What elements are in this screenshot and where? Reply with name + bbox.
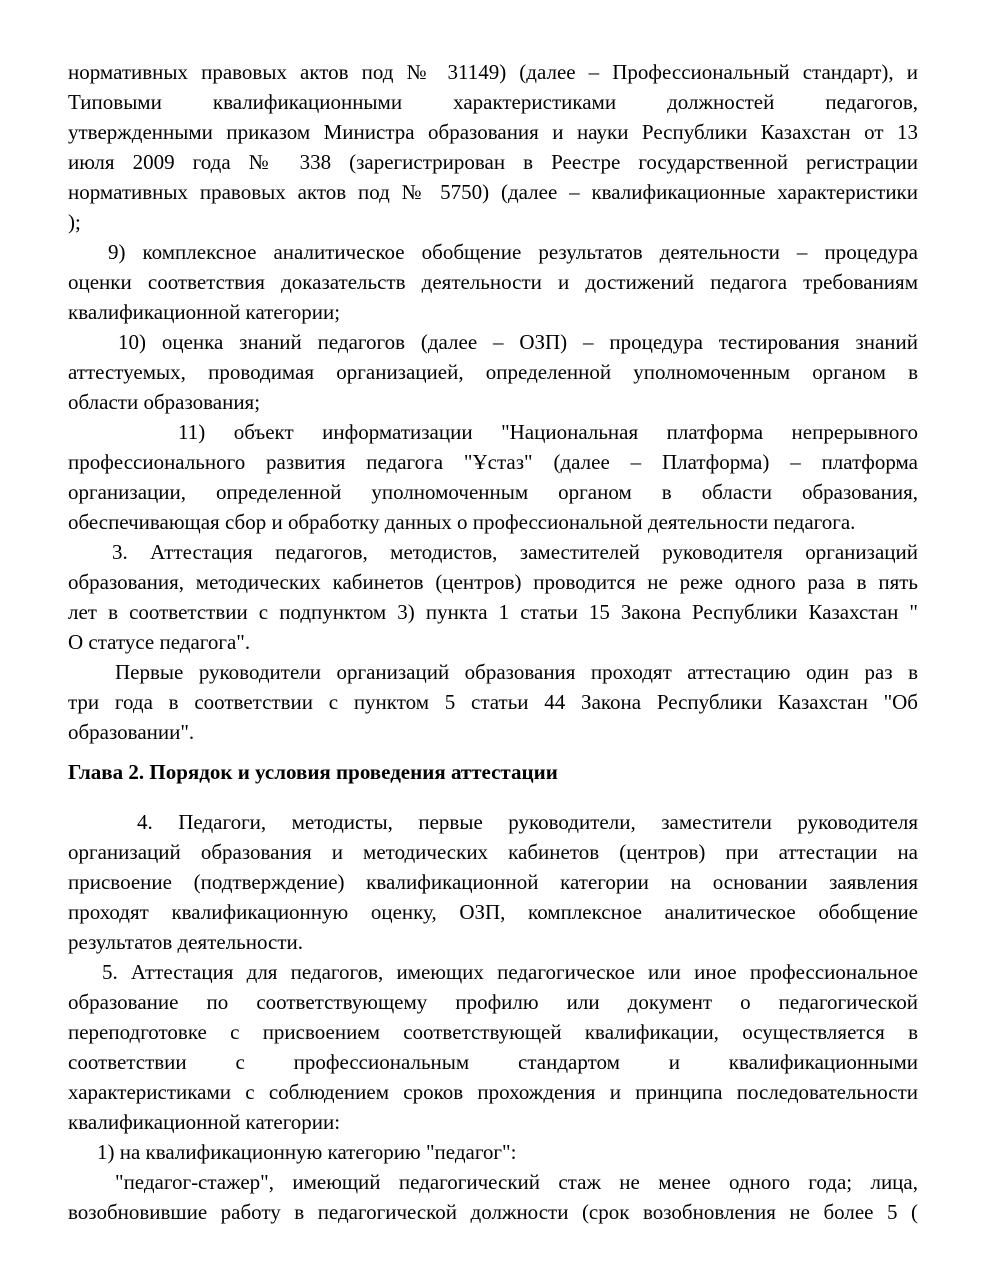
text-line: Типовыми квалификационными характеристиками должностей педагогов, [68,90,918,114]
section-heading-text: Глава 2. Порядок и условия проведения аттестации [68,760,558,784]
paragraph [68,807,918,957]
paragraph [68,537,918,657]
text-line: лет в соответствии с подпунктом 3) пункта 1 статьи 15 Закона Республики Казахстан " [68,600,918,624]
text-line: аттестуемых, проводимая организацией, определенной уполномоченным органом в [68,360,918,384]
text-line: утвержденными приказом Министра образования и науки Республики Казахстан от 13 [68,120,918,144]
text-line: 9) комплексное аналитическое обобщение результатов деятельности – процедура [108,240,918,264]
text-line: О статусе педагога". [68,630,251,654]
text-line: организации, определенной уполномоченным органом в области образования, [68,480,918,504]
text-line: характеристиками с соблюдением сроков прохождения и принципа последовательности [68,1080,918,1104]
paragraph [68,657,918,747]
text-line: обеспечивающая сбор и обработку данных о профессиональной деятельности педагога. [68,510,856,534]
text-line: присвоение (подтверждение) квалификационной категории на основании заявления [68,870,918,894]
text-line: проходят квалификационную оценку, ОЗП, комплексное аналитическое обобщение [68,900,918,924]
paragraph [68,417,918,537]
text-line: оценки соответствия доказательств деятельности и достижений педагога требованиям [68,270,918,294]
text-line: 5. Аттестация для педагогов, имеющих педагогическое или иное профессиональное [102,960,918,984]
text-line: "педагог-стажер", имеющий педагогический стаж не менее одного года; лица, [115,1170,918,1194]
paragraph [68,327,918,417]
text-line: 4. Педагоги, методисты, первые руководители, заместители руководителя [137,810,918,834]
text-line: образование по соответствующему профилю или документ о педагогической [68,990,918,1014]
paragraph [68,57,918,237]
text-line: возобновившие работу в педагогической должности (срок возобновления не более 5 ( [68,1200,918,1224]
paragraph [68,1167,918,1227]
text-line: результатов деятельности. [68,930,304,954]
text-line: квалификационной категории: [68,1110,341,1134]
section-heading [68,757,918,787]
text-line: 10) оценка знаний педагогов (далее – ОЗП) – процедура тестирования знаний [118,330,918,354]
text-line: организаций образования и методических кабинетов (центров) при аттестации на [68,840,918,864]
text-line: профессионального развития педагога "Ұстаз" (далее – Платформа) – платформа [68,450,918,474]
text-line: Первые руководители организаций образования проходят аттестацию один раз в [115,660,918,684]
paragraph [68,237,918,327]
text-line: переподготовке с присвоением соответствующей квалификации, осуществляется в [68,1020,918,1044]
text-line: соответствии с профессиональным стандартом и квалификационными [68,1050,918,1074]
text-line: области образования; [68,390,261,414]
text-line: образования, методических кабинетов (центров) проводится не реже одного раза в пять [68,570,918,594]
paragraph [68,957,918,1137]
paragraph [68,1137,918,1167]
text-line: образовании". [68,720,195,744]
text-line: три года в соответствии с пунктом 5 статьи 44 Закона Республики Казахстан "Об [68,690,918,714]
text-line: 3. Аттестация педагогов, методистов, заместителей руководителя организаций [112,540,918,564]
text-line: ); [68,210,81,234]
text-line: квалификационной категории; [68,300,341,324]
text-line: нормативных правовых актов под № 5750) (далее – квалификационные характеристики [68,180,918,204]
text-line: 11) объект информатизации "Национальная платформа непрерывного [178,420,918,444]
text-line: нормативных правовых актов под № 31149) (далее – Профессиональный стандарт), и [68,60,918,84]
text-line: 1) на квалификационную категорию "педагог": [97,1140,517,1164]
text-line: июля 2009 года № 338 (зарегистрирован в Реестре государственной регистрации [68,150,918,174]
